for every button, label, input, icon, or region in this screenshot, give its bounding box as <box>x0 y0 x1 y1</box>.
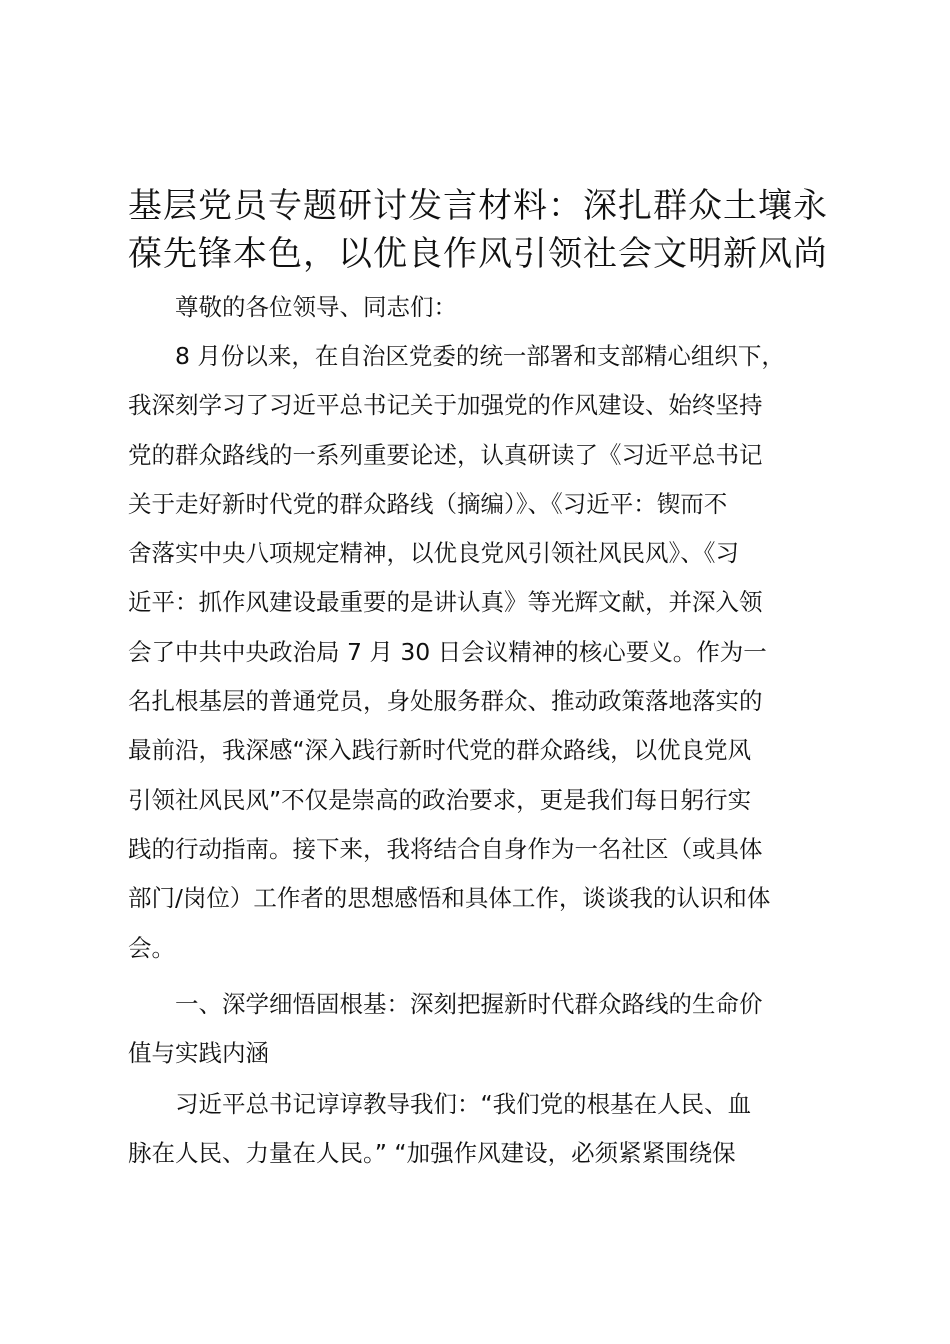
paragraph-line: 会了中共中央政治局 7 月 30 日会议精神的核心要义。作为一 <box>128 637 767 666</box>
paragraph-line: 践的行动指南。接下来，我将结合自身作为一名社区（或具体 <box>128 834 763 863</box>
paragraph-line: 会。 <box>128 933 175 962</box>
paragraph-line: 引领社风民风”不仅是崇高的政治要求，更是我们每日躬行实 <box>128 785 752 814</box>
section-heading-1 <box>128 980 838 1079</box>
paragraph-line: 习近平总书记谆谆教导我们：“我们党的根基在人民、血 <box>128 1090 752 1118</box>
paragraph-line: 近平：抓作风建设最重要的是讲认真》等光辉文献，并深入领 <box>128 588 763 617</box>
paragraph-line: 名扎根基层的普通党员，身处服务群众、推动政策落地落实的 <box>128 687 763 716</box>
paragraph-line: 党的群众路线的一系列重要论述，认真研读了《习近平总书记 <box>128 440 763 469</box>
paragraph-line: 最前沿，我深感“深入践行新时代党的群众路线，以优良党风 <box>128 736 752 765</box>
salutation-line: 尊敬的各位领导、同志们： <box>128 293 457 321</box>
paragraph-line: 部门/岗位）工作者的思想感悟和具体工作，谈谈我的认识和体 <box>128 884 771 913</box>
title-line: 葆先锋本色，以优良作风引领社会文明新风尚 <box>128 234 828 274</box>
paragraph-line: 脉在人民、力量在人民。” “加强作风建设，必须紧紧围绕保 <box>128 1139 736 1168</box>
salutation <box>128 283 838 332</box>
paragraph-intro <box>128 332 838 973</box>
heading-line: 值与实践内涵 <box>128 1039 269 1068</box>
paragraph-line: 8 月份以来，在自治区党委的统一部署和支部精心组织下， <box>128 342 785 370</box>
paragraph-line: 我深刻学习了习近平总书记关于加强党的作风建设、始终坚持 <box>128 391 763 420</box>
paragraph-line: 关于走好新时代党的群众路线（摘编）》、《习近平：锲而不 <box>128 489 728 518</box>
heading-line: 一、深学细悟固根基：深刻把握新时代群众路线的生命价 <box>128 990 763 1018</box>
title-line: 基层党员专题研讨发言材料：深扎群众土壤永 <box>128 186 828 226</box>
document-title <box>128 182 838 278</box>
paragraph-line: 舍落实中央八项规定精神，以优良党风引领社风民风》、《习 <box>128 539 739 568</box>
paragraph-section-1 <box>128 1080 838 1179</box>
